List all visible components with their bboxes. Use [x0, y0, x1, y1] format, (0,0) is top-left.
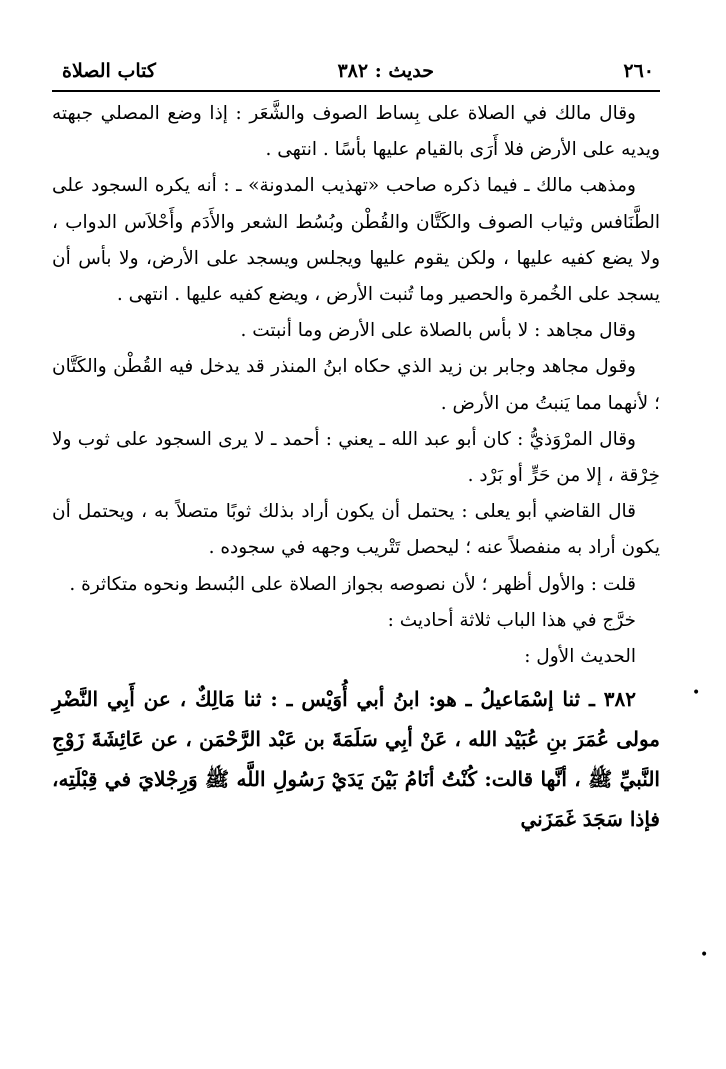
book-page [52, 48, 660, 839]
margin-dot: • [692, 685, 701, 701]
page-header [52, 48, 660, 92]
paragraph-mujahid: وقال مجاهد : لا بأس بالصلاة على الأرض وما أنبتت . [240, 320, 636, 342]
hadith-382-text: ٣٨٢ ـ ثنا إسْمَاعيلُ ـ هو: ابنُ أبي أُوَيْس ـ : ثنا مَالِكٌ ، عن أَبِي النَّضْرِ مولى عُمَرَ بنِ عُبَيْد الله ، عَنْ أبِي سَلَمَةَ بن عَبْد الرَّحْمَن ، عن عَائِشَةَ زَوْجِ النَّبيِّ ﷺ ، أنَّها قالت: كُنْتُ أنَامُ بَيْنَ يَدَيْ رَسُولِ اللَّه ﷺ وَرِجْلايَ في قِبْلَتِه، فإذا سَجَدَ غَمَزَني [52, 687, 660, 832]
paragraph-marwazi: وقال المرْوَذيُّ : كان أبو عبد الله ـ يعني : أحمد ـ لا يرى السجود على ثوب ولا خِرْقة ، إلا من حَرٍّ أو بَرْد . [52, 428, 660, 487]
page-number: ٢٦٠ [623, 60, 654, 82]
paragraph-abu-yala: قال القاضي أبو يعلى : يحتمل أن يكون أراد بذلك ثوبًا متصلاً به ، ويحتمل أن يكون أراد به منفصلاً عنه ؛ ليحصل تَتْريب وجهه في سجوده . [52, 501, 660, 559]
margin-dot: • [700, 947, 709, 963]
page-body [52, 96, 660, 839]
paragraph-author-opinion: قلت : والأول أظهر ؛ لأن نصوصه بجواز الصلاة على البُسط ونحوه متكاثرة . [69, 573, 636, 595]
paragraph-malik-wool-carpet: وقال مالك في الصلاة على بِساط الصوف والشَّعَر : إذا وضع المصلي جبهته ويديه على الأرض فلا أَرَى بالقيام عليها بأسًا . انتهى . [52, 103, 660, 161]
hadith-reference: حديث : ٣٨٢ [337, 60, 434, 82]
paragraph-first-hadith-heading: الحديث الأول : [524, 646, 636, 668]
paragraph-chapter-count: خرَّج في هذا الباب ثلاثة أحاديث : [387, 609, 636, 631]
book-title: كتاب الصلاة [62, 60, 156, 82]
paragraph-mujahid-jabir: وقول مجاهد وجابر بن زيد الذي حكاه ابنُ المنذر قد يدخل فيه القُطْن والكَتَّان ؛ لأنهما مما يَنبتُ من الأرض . [52, 356, 660, 414]
paragraph-malik-school: ومذهب مالك ـ فيما ذكره صاحب «تهذيب المدونة» ـ : أنه يكره السجود على الطَّنَافس وثياب الصوف والكَتَّان والقُطْن وبُسُط الشعر والأَدَم وأَحْلاَس الدواب ، ولا يضع كفيه عليها ، ولكن يقوم عليها ويجلس ويسجد على الأرض، ولا بأس أن يسجد على الخُمرة والحصير وما تُنبت الأرض ، ويضع كفيه عليها . انتهى . [52, 175, 660, 306]
